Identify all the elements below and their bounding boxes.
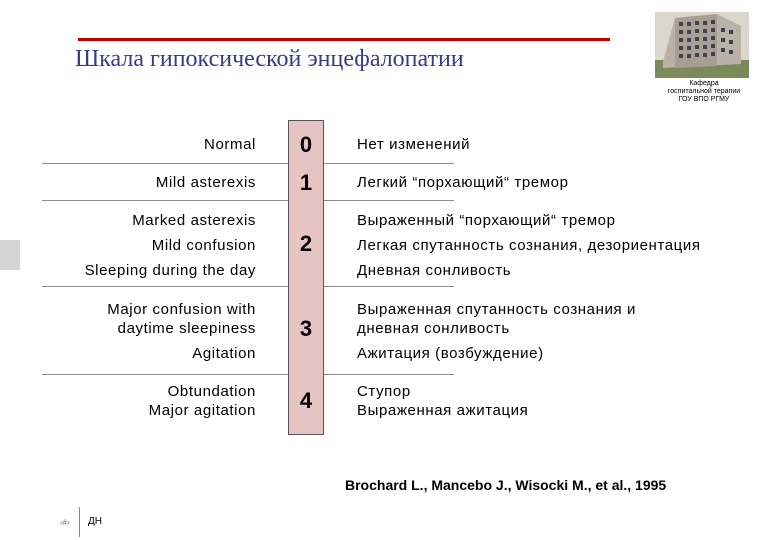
clinical-sign-ru: дневная сонливость xyxy=(357,320,510,337)
clinical-sign-en: Obtundation xyxy=(167,383,256,400)
department-caption-line: Кафедра xyxy=(689,80,719,87)
department-caption-line: госпитальной терапии xyxy=(667,88,741,95)
grade-number: 2 xyxy=(299,231,313,256)
clinical-sign-ru: Выраженная ажитация xyxy=(357,402,529,419)
clinical-sign-ru: Легкий “порхающий“ тремор xyxy=(357,174,569,191)
row-divider xyxy=(324,200,454,201)
clinical-sign-en: Marked asterexis xyxy=(132,212,256,229)
footer-divider xyxy=(79,507,80,537)
clinical-sign-en: Agitation xyxy=(192,345,256,362)
grade-number: 4 xyxy=(299,388,313,413)
clinical-sign-en: Sleeping during the day xyxy=(84,262,256,279)
clinical-sign-ru: Выраженная спутанность сознания и xyxy=(357,301,636,318)
clinical-sign-ru: Ажитация (возбуждение) xyxy=(357,345,544,362)
clinical-sign-en: Normal xyxy=(204,136,256,153)
clinical-sign-ru: Ступор xyxy=(357,383,411,400)
row-divider xyxy=(324,286,454,287)
building-photo-icon xyxy=(655,12,749,78)
clinical-sign-en: Major agitation xyxy=(148,402,256,419)
department-caption xyxy=(648,80,760,104)
slide-title: Шкала гипоксической энцефалопатии xyxy=(75,46,464,72)
footer-text: ДН xyxy=(88,516,102,527)
grade-number: 0 xyxy=(299,132,313,157)
clinical-sign-en: Mild confusion xyxy=(151,237,256,254)
clinical-sign-en: Major confusion with xyxy=(107,301,256,318)
title-accent-line xyxy=(78,38,610,41)
clinical-sign-ru: Выраженный “порхающий“ тремор xyxy=(357,212,616,229)
clinical-sign-en: Mild asterexis xyxy=(155,174,256,191)
row-divider xyxy=(42,286,288,287)
grade-number: 1 xyxy=(299,170,313,195)
clinical-sign-ru: Дневная сонливость xyxy=(357,262,512,279)
slide-number: ‹#› xyxy=(60,518,70,527)
clinical-sign-ru: Легкая спутанность сознания, дезориентация xyxy=(357,237,701,254)
row-divider xyxy=(42,163,288,164)
row-divider xyxy=(324,374,454,375)
row-divider xyxy=(324,163,454,164)
department-caption-line: ГОУ ВПО РГМУ xyxy=(678,96,730,103)
reference-citation: Brochard L., Mancebo J., Wisocki M., et al., 1995 xyxy=(345,477,667,493)
grade-number: 3 xyxy=(299,316,313,341)
clinical-sign-en: daytime sleepiness xyxy=(117,320,256,337)
row-divider xyxy=(42,200,288,201)
clinical-sign-ru: Нет изменений xyxy=(357,136,471,153)
row-divider xyxy=(42,374,288,375)
